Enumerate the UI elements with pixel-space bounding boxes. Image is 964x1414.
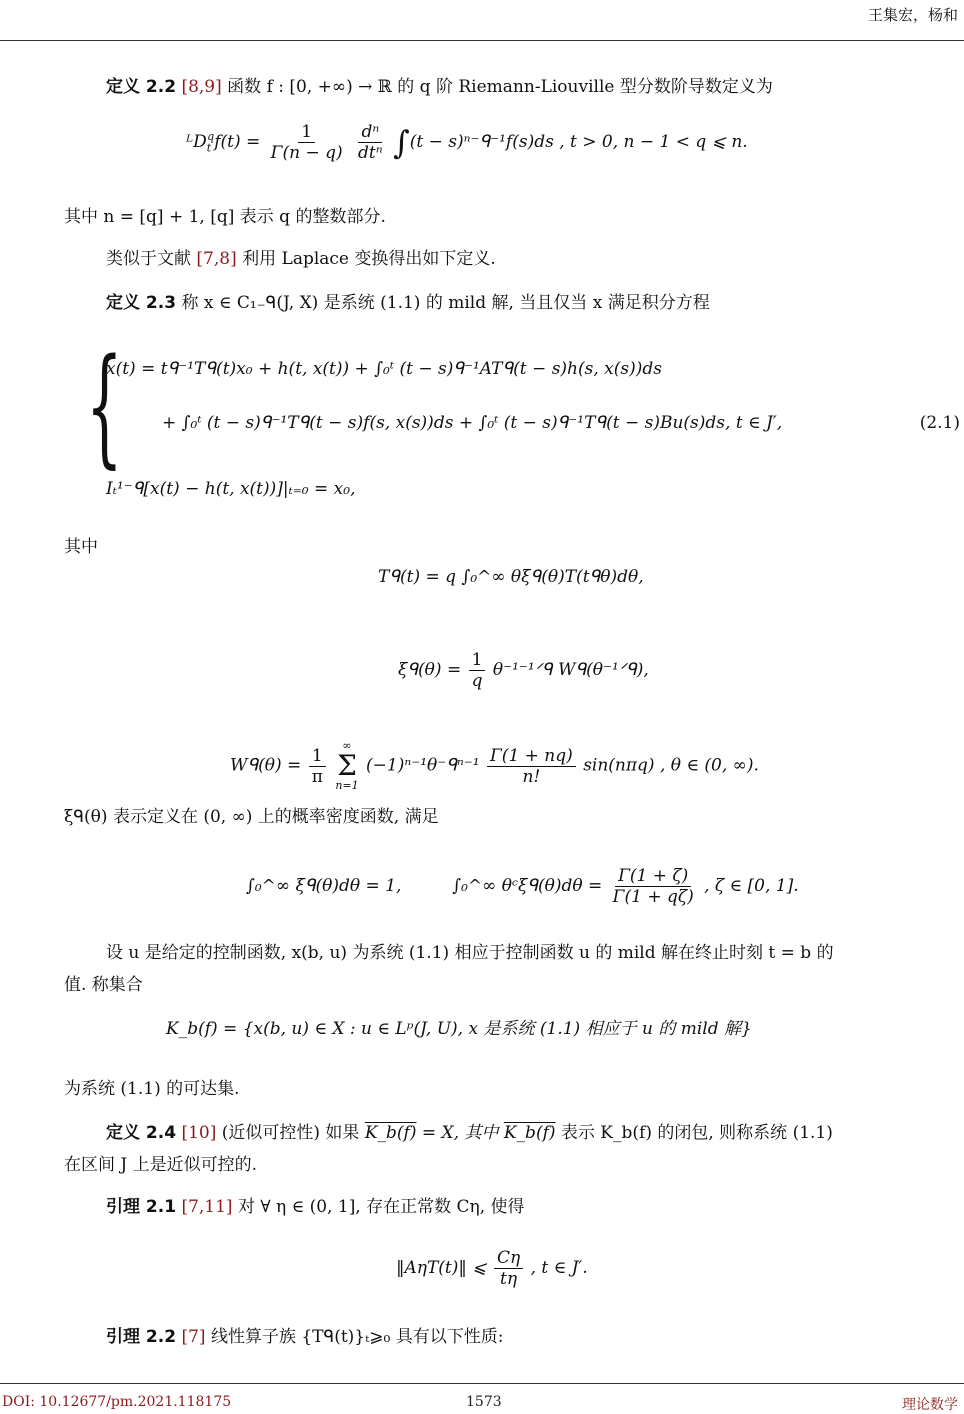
footer-journal[interactable]: 理论数学 xyxy=(902,1397,958,1413)
xi-description: ξᑫ(θ) 表示定义在 (0, ∞) 上的概率密度函数, 满足 xyxy=(64,807,439,827)
def22-formula: ᴸD$_t^q$f(t) = $\frac{1}{\Gamma(n - q)}$ $\frac{\text{dⁿ}}{\text{dtⁿ}}$ ∫(t − s)ⁿ⁻ᑫ⁻¹f(s)ds , t > 0, n − 1 < q ⩽ n. xyxy=(186,122,748,163)
def22-formula-tail: (t − s)ⁿ⁻ᑫ⁻¹f(s)ds , t > 0, n − 1 < q ⩽ n. xyxy=(409,132,748,152)
Kb-formula: K_b(f) = {x(b, u) ∈ X : u ∈ Lᵖ(J, U), x 是系统 (1.1) 相应于 u 的 mild 解} xyxy=(166,1019,752,1039)
lem21-label: 引理 2.1 xyxy=(106,1197,177,1217)
eq21-line2: + ∫₀ᵗ (t − s)ᑫ⁻¹Tᑫ(t − s)f(s, x(s))ds + ∫₀ᵗ (t − s)ᑫ⁻¹Tᑫ(t − s)Bu(s)ds, t ∈ J′, xyxy=(162,413,783,433)
footer-doi[interactable]: DOI: 10.12677/pm.2021.118175 xyxy=(2,1394,232,1410)
lem22-refs[interactable]: [7] xyxy=(181,1327,206,1347)
where2-text: 其中 xyxy=(64,537,98,557)
def22-refs[interactable]: [8,9] xyxy=(181,77,222,97)
eq21-line3: Iₜ¹⁻ᑫ[x(t) − h(t, x(t))]|ₜ₌₀ = x₀, xyxy=(106,479,356,499)
def22-frac1: $\frac{1}{\Gamma(n - q)}$ xyxy=(270,122,343,163)
control-paragraph-line1: 设 u 是给定的控制函数, x(b, u) 为系统 (1.1) 相应于控制函数 u 的 mild 解在终止时刻 t = b 的 xyxy=(106,943,834,963)
footer-page-number: 1573 xyxy=(466,1394,502,1410)
lem21-formula: ‖AηT(t)‖ ⩽ $\frac{C\eta}{t\eta}$ , t ∈ J′. xyxy=(396,1248,588,1289)
where1-text: 其中 n = [q] + 1, [q] 表示 q 的整数部分. xyxy=(64,207,386,227)
similar-paragraph: 类似于文献 [7,8] 利用 Laplace 变换得出如下定义. xyxy=(106,249,496,269)
eq21-number: (2.1) xyxy=(919,413,960,433)
page-header xyxy=(0,0,964,41)
eq21-line1: x(t) = tᑫ⁻¹Tᑫ(t)x₀ + h(t, x(t)) + ∫₀ᵗ (t − s)ᑫ⁻¹ATᑫ(t − s)h(s, x(s))ds xyxy=(106,359,662,379)
closure-2: K_b(f) xyxy=(503,1123,556,1143)
def24-paragraph: 定义 2.4 [10] (近似可控性) 如果 K_b(f) = X, 其中 K_b(f) 表示 K_b(f) 的闭包, 则称系统 (1.1) xyxy=(106,1123,833,1143)
closure-1: K_b(f) xyxy=(364,1123,417,1143)
reach-text: 为系统 (1.1) 的可达集. xyxy=(64,1079,240,1099)
equation-brace: { xyxy=(86,332,123,481)
lem22-label: 引理 2.2 xyxy=(106,1327,177,1347)
sum-symbol: ∞ Σ n=1 xyxy=(335,739,359,792)
xi-formula: ξᑫ(θ) = $\frac{1}{q}$ θ⁻¹⁻¹ᐟᑫ Wᑫ(θ⁻¹ᐟᑫ), xyxy=(398,650,649,691)
page-footer xyxy=(0,1383,964,1413)
lem22-paragraph: 引理 2.2 [7] 线性算子族 {Tᑫ(t)}ₜ⩾₀ 具有以下性质: xyxy=(106,1327,504,1347)
def24-line2: 在区间 J 上是近似可控的. xyxy=(64,1155,258,1175)
similar-refs[interactable]: [7,8] xyxy=(196,249,237,269)
def23-label: 定义 2.3 xyxy=(106,293,177,313)
control-paragraph-line2: 值. 称集合 xyxy=(64,975,143,995)
def23-text: 称 x ∈ C₁₋ᑫ(J, X) 是系统 (1.1) 的 mild 解, 当且仅当 x 满足积分方程 xyxy=(181,293,710,313)
lem21-refs[interactable]: [7,11] xyxy=(181,1197,233,1217)
def22-paragraph xyxy=(106,76,773,98)
def22-formula-lhs: ᴸD xyxy=(186,132,207,152)
def23-paragraph xyxy=(106,292,710,314)
def22-frac2: $\frac{\text{dⁿ}}{\text{dtⁿ}}$ xyxy=(358,122,383,163)
header-authors: 王集宏，杨和 xyxy=(867,6,958,24)
def24-label: 定义 2.4 xyxy=(106,1123,177,1143)
lem21-paragraph: 引理 2.1 [7,11] 对 ∀ η ∈ (0, 1], 存在正常数 Cη, 使得 xyxy=(106,1197,525,1217)
def22-label: 定义 2.2 xyxy=(106,77,177,97)
Tq-formula: Tᑫ(t) = q ∫₀^∞ θξᑫ(θ)T(tᑫθ)dθ, xyxy=(378,567,644,587)
xi-integrals: ∫₀^∞ ξᑫ(θ)dθ = 1, ∫₀^∞ θᶜξᑫ(θ)dθ = $\frac{\Gamma(1 + \zeta)}{\Gamma(1 + q\zeta)}$ , ζ ∈ [0, 1]. xyxy=(246,866,799,907)
W-formula: Wᑫ(θ) = $\frac{1}{\pi}$ ∞ Σ n=1 (−1)ⁿ⁻¹θ⁻ᑫⁿ⁻¹ $\frac{\Gamma(1 + nq)}{n!}$ sin(nπq) , θ ∈ (0, ∞). xyxy=(230,739,759,792)
def22-text: 函数 f : [0, +∞) → ℝ 的 q 阶 Riemann-Liouville 型分数阶导数定义为 xyxy=(227,77,773,97)
def24-refs[interactable]: [10] xyxy=(181,1123,217,1143)
